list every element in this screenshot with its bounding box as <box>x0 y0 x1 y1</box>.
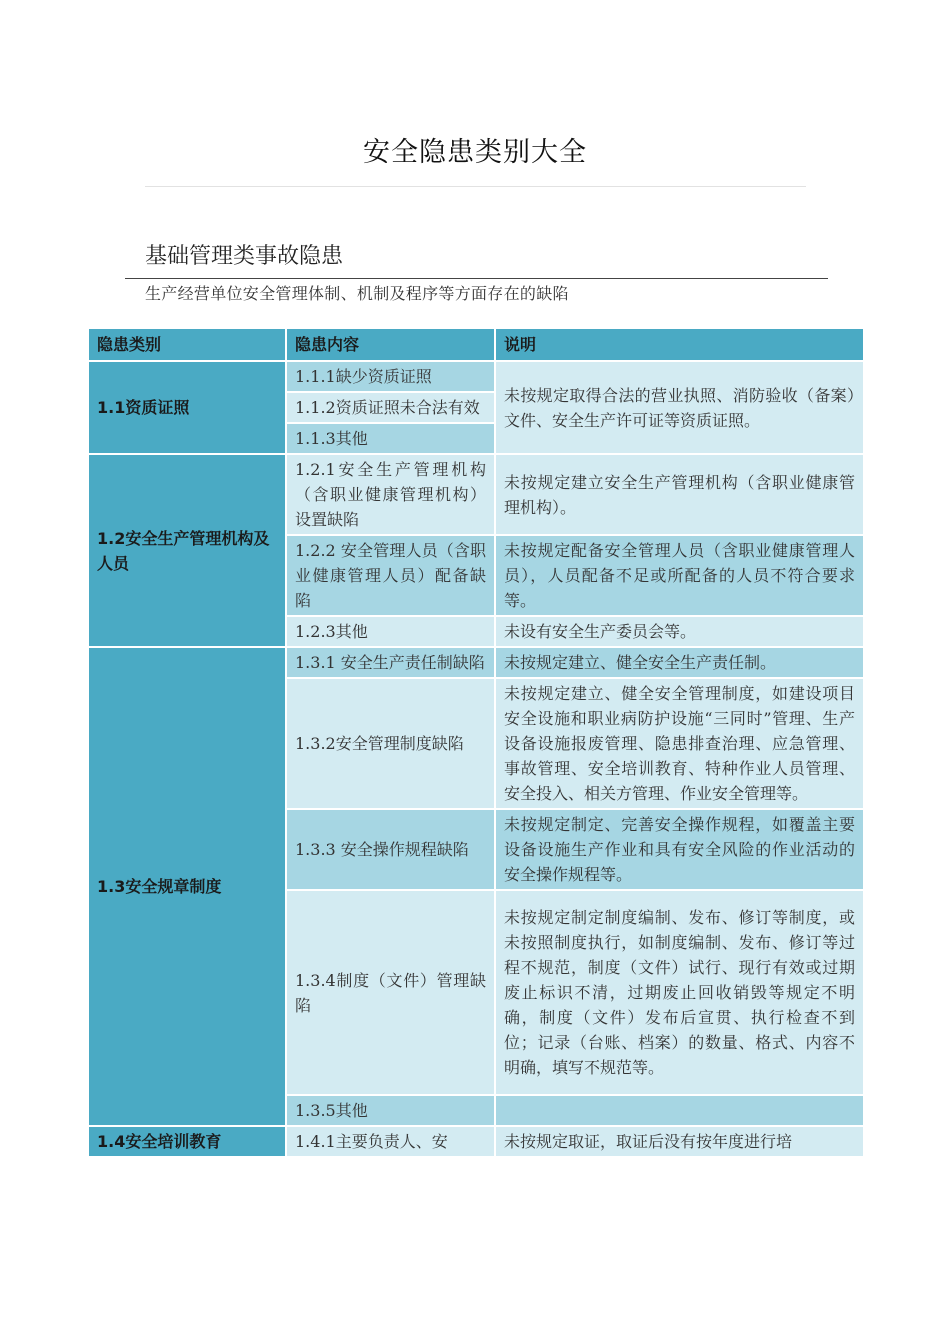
description-cell <box>496 1096 863 1125</box>
item-cell: 1.3.2安全管理制度缺陷 <box>287 679 494 808</box>
description-cell: 未按规定建立安全生产管理机构（含职业健康管理机构）。 <box>496 455 863 534</box>
item-cell: 1.4.1主要负责人、安 <box>287 1127 494 1156</box>
item-cell: 1.2.1安全生产管理机构（含职业健康管理机构）设置缺陷 <box>287 455 494 534</box>
description-cell: 未按规定建立、健全安全管理制度，如建设项目安全设施和职业病防护设施“三同时”管理、生产设备设施报废管理、隐患排查治理、应急管理、事故管理、安全培训教育、特种作业人员管理、安全投入、相关方管理、作业安全管理等。 <box>496 679 863 808</box>
description-cell: 未按规定配备安全管理人员（含职业健康管理人员），人员配备不足或所配备的人员不符合要求等。 <box>496 536 863 615</box>
description-cell: 未设有安全生产委员会等。 <box>496 617 863 646</box>
description-cell: 未按规定取证，取证后没有按年度进行培 <box>496 1127 863 1156</box>
section-divider <box>125 278 828 279</box>
item-cell: 1.1.2资质证照未合法有效 <box>287 393 494 422</box>
item-cell: 1.1.3其他 <box>287 424 494 453</box>
description-cell: 未按规定制定制度编制、发布、修订等制度，或未按照制度执行，如制度编制、发布、修订等过程不规范，制度（文件）试行、现行有效或过期废止标识不清，过期废止回收销毁等规定不明确，制度（文件）发布后宣贯、执行检查不到位；记录（台账、档案）的数量、格式、内容不明确，填写不规范等。 <box>496 891 863 1094</box>
category-cell: 1.3安全规章制度 <box>89 648 285 1125</box>
table-row <box>89 648 863 677</box>
table-row <box>89 362 863 391</box>
category-cell: 1.2安全生产管理机构及人员 <box>89 455 285 646</box>
category-cell: 1.1资质证照 <box>89 362 285 453</box>
item-cell: 1.2.2 安全管理人员（含职业健康管理人员）配备缺陷 <box>287 536 494 615</box>
table-row <box>89 1127 863 1156</box>
section-heading: 基础管理类事故隐患 <box>145 244 344 269</box>
header-category: 隐患类别 <box>89 329 285 360</box>
table-row <box>89 455 863 534</box>
section-description: 生产经营单位安全管理体制、机制及程序等方面存在的缺陷 <box>145 284 569 303</box>
hazard-table <box>87 327 865 1158</box>
item-cell: 1.3.1 安全生产责任制缺陷 <box>287 648 494 677</box>
table-header-row <box>89 329 863 360</box>
item-cell: 1.1.1缺少资质证照 <box>287 362 494 391</box>
document-title: 安全隐患类别大全 <box>363 137 587 168</box>
description-cell: 未按规定建立、健全安全生产责任制。 <box>496 648 863 677</box>
title-divider <box>145 186 806 187</box>
header-description: 说明 <box>496 329 863 360</box>
item-cell: 1.2.3其他 <box>287 617 494 646</box>
item-cell: 1.3.5其他 <box>287 1096 494 1125</box>
item-cell: 1.3.3 安全操作规程缺陷 <box>287 810 494 889</box>
category-cell: 1.4安全培训教育 <box>89 1127 285 1156</box>
header-content: 隐患内容 <box>287 329 494 360</box>
description-cell: 未按规定取得合法的营业执照、消防验收（备案）文件、安全生产许可证等资质证照。 <box>496 362 863 453</box>
item-cell: 1.3.4制度（文件）管理缺陷 <box>287 891 494 1094</box>
description-cell: 未按规定制定、完善安全操作规程，如覆盖主要设备设施生产作业和具有安全风险的作业活动的安全操作规程等。 <box>496 810 863 889</box>
